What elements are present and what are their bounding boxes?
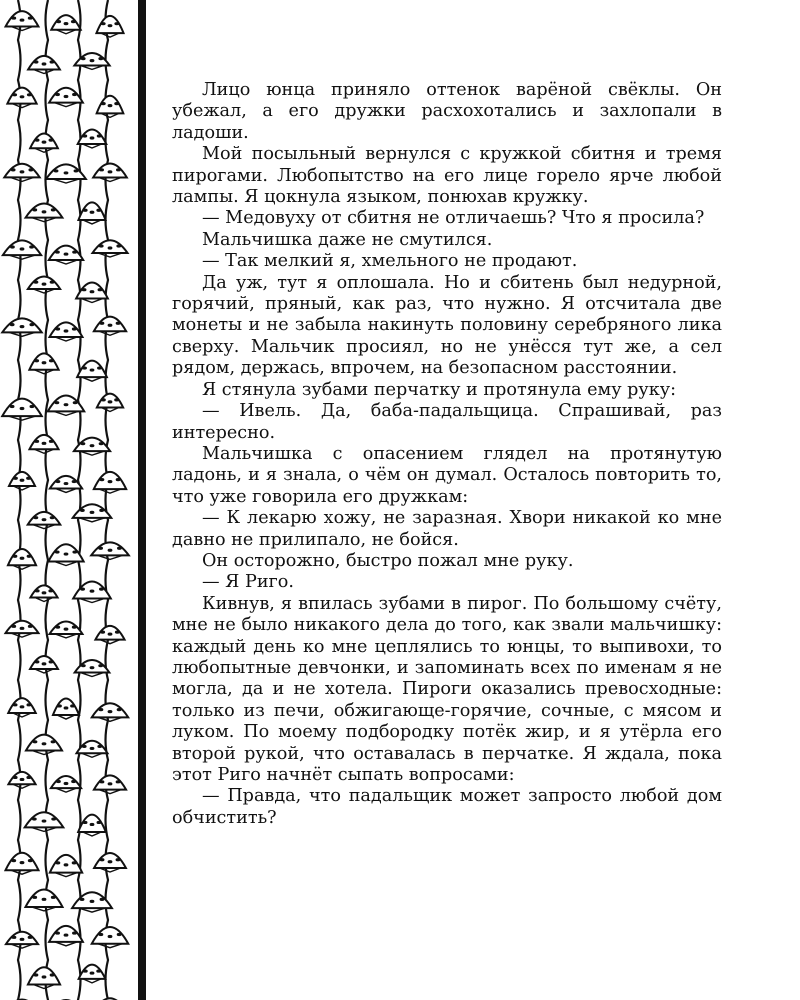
mushroom-cap-icon — [92, 240, 127, 257]
mushroom-cap-icon — [9, 472, 35, 490]
paragraph: Мальчишка даже не смутился. — [202, 229, 493, 250]
mushroom-cap-icon — [77, 361, 107, 382]
mushroom-cap-icon — [26, 204, 63, 222]
mushroom-cap-icon — [8, 549, 36, 569]
mushroom-cap-icon — [97, 394, 123, 412]
mushroom-cap-icon — [29, 435, 58, 453]
mushroom-cap-icon — [8, 698, 36, 717]
mushroom-cap-icon — [50, 322, 83, 341]
mushroom-cap-icon — [50, 855, 82, 877]
mushroom-cap-icon — [30, 134, 58, 153]
paragraph: Да уж, тут я оплошала. Но и сбитень был недурной, горячий, пряный, как раз, что нужно. Я отсчитала две монеты и не забыла накинуть половину серебряного лика сверху. Мальчик просиял, но не унёсся тут же, а сел рядом, держась, впрочем, на безопасном расстоянии. — [172, 272, 722, 379]
mushroom-cap-icon — [6, 11, 39, 30]
book-page-text — [172, 80, 722, 829]
mushroom-cap-icon — [2, 318, 41, 336]
mushroom-cap-icon — [51, 15, 80, 34]
mushroom-cap-icon — [30, 656, 58, 673]
mushroom-cap-icon — [94, 853, 126, 872]
mushroom-cap-icon — [29, 353, 58, 373]
mushroom-cap-icon — [28, 276, 60, 293]
mushroom-cap-icon — [94, 472, 126, 493]
paragraph: Мальчишка с опасением глядел на протянутую ладонь, и я знала, о чём он думал. Осталось повторить то, что уже говорила его дружкам: — [172, 443, 722, 507]
paragraph: Лицо юнца приняло оттенок варёной свёклы. Он убежал, а его дружки расхохотались и захлопали в ладоши. — [172, 80, 722, 143]
mushroom-cap-icon — [94, 775, 126, 793]
paragraph: — Ивель. Да, баба-падальщица. Спрашивай, раз интересно. — [172, 401, 722, 443]
mushroom-cap-icon — [96, 16, 123, 37]
mushroom-cap-icon — [48, 544, 83, 565]
mushroom-cap-icon — [92, 927, 129, 948]
paragraph: — Я Риго. — [202, 572, 294, 593]
mushroom-cap-icon — [28, 512, 61, 529]
mushroom-cap-icon — [28, 967, 60, 988]
mushroom-cap-icon — [26, 735, 62, 755]
mushroom-cap-icon — [25, 889, 62, 910]
paragraph: — Так мелкий я, хмельного не продают. — [202, 251, 578, 272]
mushroom-cap-icon — [3, 240, 41, 259]
mushroom-cap-icon — [6, 621, 39, 637]
mushroom-cap-icon — [6, 932, 38, 948]
paragraph: — Медовуху от сбитня не отличаешь? Что я просила? — [202, 208, 705, 229]
mushroom-cap-icon — [30, 585, 57, 601]
mushroom-cap-icon — [92, 703, 128, 721]
mushroom-cap-icon — [78, 815, 106, 836]
mushroom-cap-icon — [94, 317, 126, 336]
mushroom-cap-icon — [78, 202, 105, 224]
mushroom-cap-icon — [25, 812, 64, 831]
mushroom-cap-icon — [7, 88, 36, 108]
paragraph: Он осторожно, быстро пожал мне руку. — [202, 550, 574, 571]
mushroom-cap-icon — [6, 853, 39, 874]
mushroom-cap-icon — [78, 130, 107, 149]
mushroom-cap-icon — [79, 965, 106, 983]
mushroom-cap-icon — [95, 626, 124, 644]
mushroom-border-ornament-icon — [0, 0, 150, 1000]
mushroom-cap-icon — [91, 542, 129, 559]
mushroom-cap-icon — [97, 96, 124, 118]
mushroom-cap-icon — [49, 88, 83, 107]
paragraph: — Правда, что падальщик может запросто любой дом обчистить? — [172, 786, 722, 828]
paragraph: Я стянула зубами перчатку и протянула ему руку: — [202, 379, 677, 400]
mushroom-cap-icon — [49, 246, 83, 264]
paragraph: Кивнув, я впилась зубами в пирог. По большому счёту, мне не было никакого дела до того, как звали мальчишку: каждый день ко мне цеплялись то юнцы, то выпивохи, то любопытные девчонки, и запоминать всех по именам я не могла, да и не хотела. Пироги оказались превосходные: только из печи, обжигающе-горячие, сочные, с мясом и луком. По моему подбородку потёк жир, и я утёрла его второй рукой, что оставалась в перчатке. Я ждала, пока этот Риго начнёт сыпать вопросами: — [172, 593, 722, 785]
mushroom-cap-icon — [28, 56, 60, 74]
paragraph: Мой посыльный вернулся с кружкой сбитня и тремя пирогами. Любопытство на его лице горело ярче любой лампы. Я цокнула языком, понюхав кружку. — [172, 144, 722, 208]
mushroom-cap-icon — [2, 399, 42, 421]
mushroom-cap-icon — [76, 282, 108, 302]
mushroom-cap-icon — [93, 164, 127, 182]
mushroom-cap-icon — [50, 622, 83, 638]
mushroom-cap-icon — [51, 776, 81, 792]
paragraph: — К лекарю хожу, не заразная. Хвори никакой ко мне давно не прилипало, не бойся. — [172, 508, 722, 550]
mushroom-cap-icon — [53, 699, 79, 720]
mushroom-cap-icon — [4, 164, 39, 182]
mushroom-cap-icon — [49, 926, 83, 946]
mushroom-cap-icon — [8, 772, 35, 788]
